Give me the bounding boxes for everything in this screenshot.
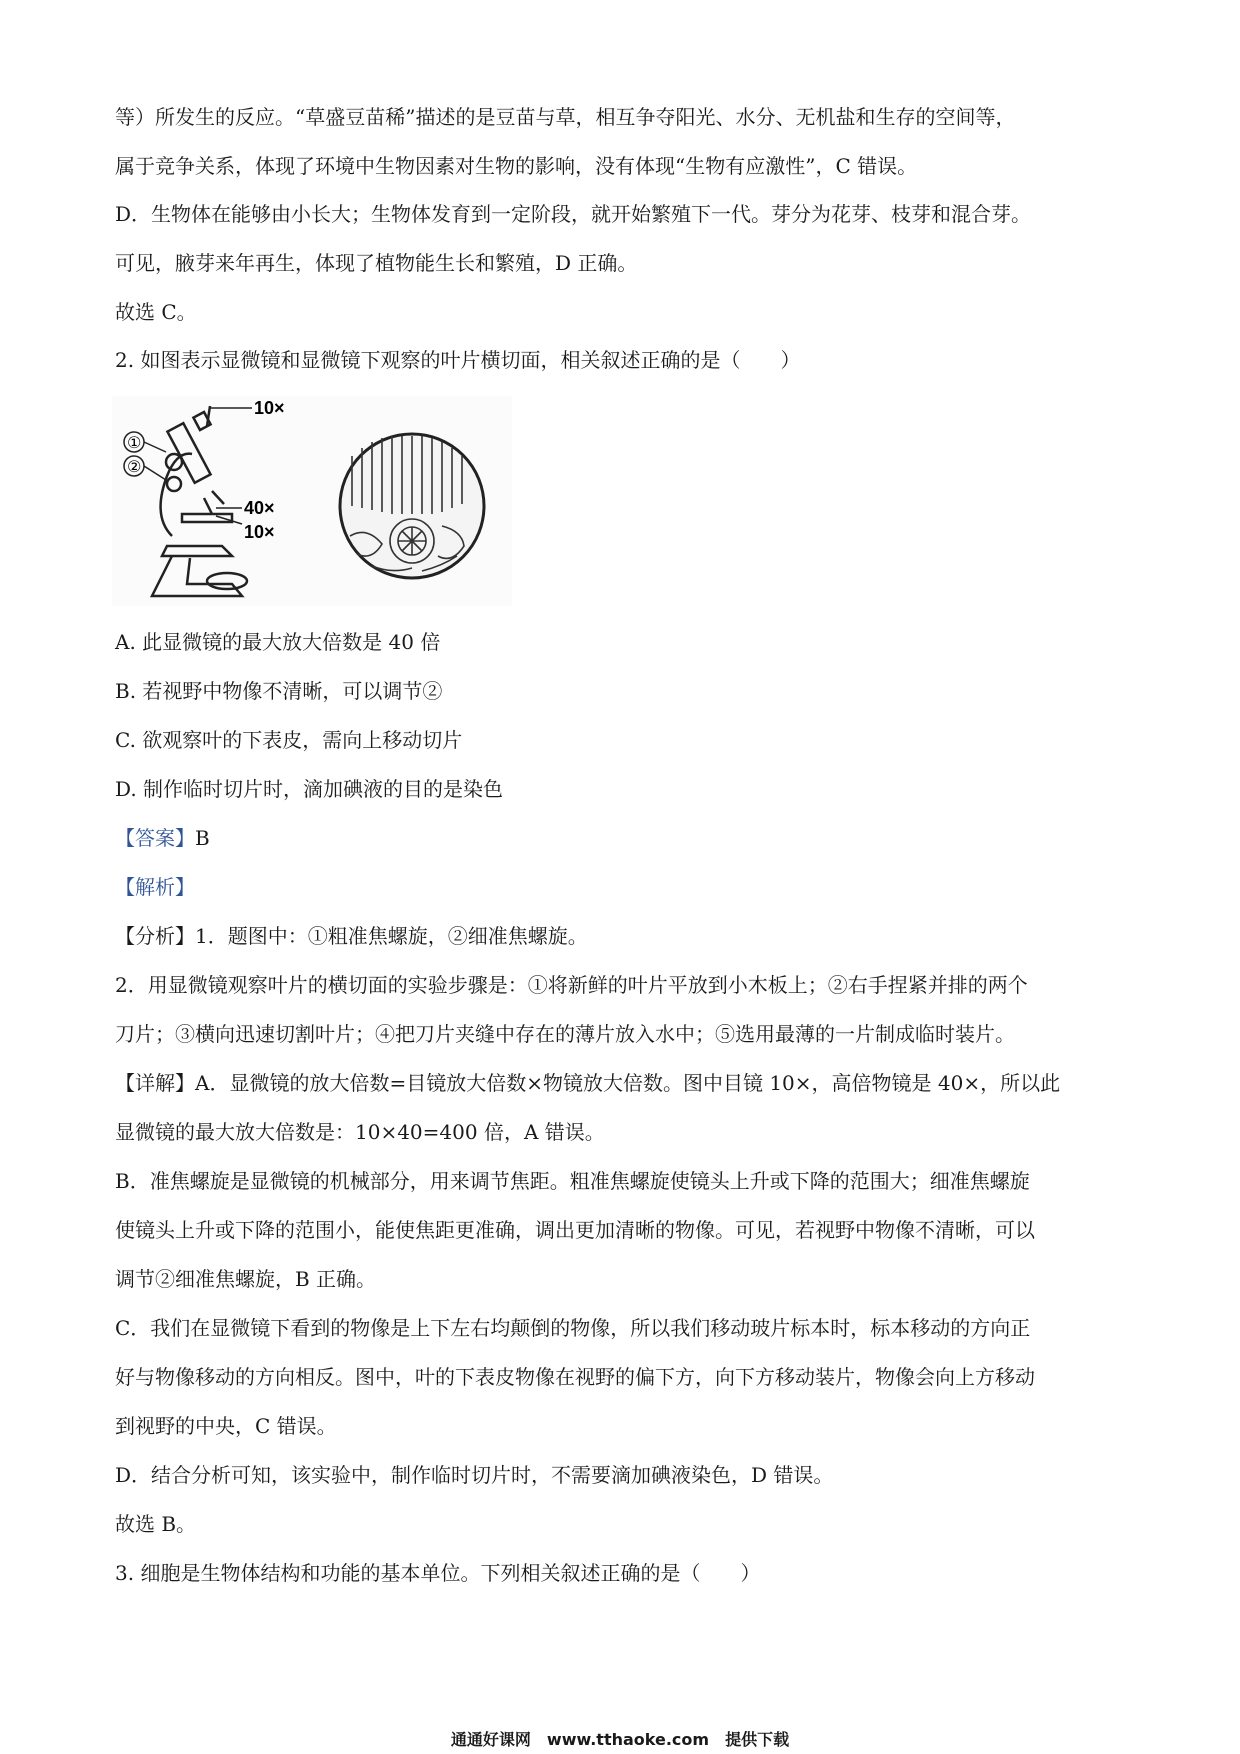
analysis-line-5: B．准焦螺旋是显微镜的机械部分，用来调节焦距。粗准焦螺旋使镜头上升或下降的范围大；细准焦螺旋 [115,1169,1030,1193]
fine-knob-label: ② [127,457,142,476]
analysis-line-11: D．结合分析可知，该实验中，制作临时切片时，不需要滴加碘液染色，D 错误。 [115,1463,834,1487]
option-c: C. 欲观察叶的下表皮，需向上移动切片 [115,728,463,752]
analysis-line-6: 使镜头上升或下降的范围小，能使焦距更准确，调出更加清晰的物像。可见，若视野中物像不清晰，可以 [115,1218,1035,1242]
line-1: 属于竞争关系，体现了环境中生物因素对生物的影响，没有体现“生物有应激性”，C 错误。 [115,154,918,178]
analysis-line-3: 【详解】A．显微镜的放大倍数=目镜放大倍数×物镜放大倍数。图中目镜 10×，高倍物镜是 40×，所以此 [115,1071,1061,1095]
analysis-line-0: 【分析】1．题图中：①粗准焦螺旋，②细准焦螺旋。 [115,924,588,948]
answer-label: 【答案】 [115,826,195,850]
question-2-stem: 2. 如图表示显微镜和显微镜下观察的叶片横切面，相关叙述正确的是（ ） [115,348,801,372]
analysis-line-4: 显微镜的最大放大倍数是：10×40=400 倍，A 错误。 [115,1120,605,1144]
analysis-line-7: 调节②细准焦螺旋，B 正确。 [115,1267,377,1291]
answer-row [115,824,210,852]
eyepiece-label: 10× [254,398,285,418]
option-d: D. 制作临时切片时，滴加碘液的目的是染色 [115,777,504,801]
objective-low-label: 10× [244,522,275,542]
line-2: D．生物体在能够由小长大；生物体发育到一定阶段，就开始繁殖下一代。芽分为花芽、枝芽和混合芽。 [115,202,1032,226]
answer-value: B [195,826,210,850]
analysis-line-12: 故选 B。 [115,1512,197,1536]
microscope-diagram [112,396,512,606]
analysis-line-2: 刀片；③横向迅速切割叶片；④把刀片夹缝中存在的薄片放入水中；⑤选用最薄的一片制成临时装片。 [115,1022,1015,1046]
analysis-label: 【解析】 [115,875,195,899]
option-b: B. 若视野中物像不清晰，可以调节② [115,679,443,703]
analysis-line-1: 2．用显微镜观察叶片的横切面的实验步骤是：①将新鲜的叶片平放到小木板上；②右手捏紧并排的两个 [115,973,1028,997]
line-0: 等）所发生的反应。“草盛豆苗稀”描述的是豆苗与草，相互争夺阳光、水分、无机盐和生存的空间等， [115,105,1016,129]
line-4: 故选 C。 [115,300,197,324]
option-a: A. 此显微镜的最大放大倍数是 40 倍 [115,630,441,654]
microscope-figure [112,396,512,606]
analysis-line-8: C．我们在显微镜下看到的物像是上下左右均颠倒的物像，所以我们移动玻片标本时，标本移动的方向正 [115,1316,1031,1340]
objective-high-label: 40× [244,498,275,518]
coarse-knob-label: ① [127,433,142,452]
page-footer: 通通好课网 www.tthaoke.com 提供下载 [450,1730,790,1749]
analysis-line-9: 好与物像移动的方向相反。图中，叶的下表皮物像在视野的偏下方，向下方移动装片，物像会向上方移动 [115,1365,1035,1389]
question-3-stem: 3. 细胞是生物体结构和功能的基本单位。下列相关叙述正确的是（ ） [115,1561,761,1585]
analysis-line-10: 到视野的中央，C 错误。 [115,1414,337,1438]
line-3: 可见，腋芽来年再生，体现了植物能生长和繁殖，D 正确。 [115,251,638,275]
leaf-cross-section-view [340,434,484,578]
